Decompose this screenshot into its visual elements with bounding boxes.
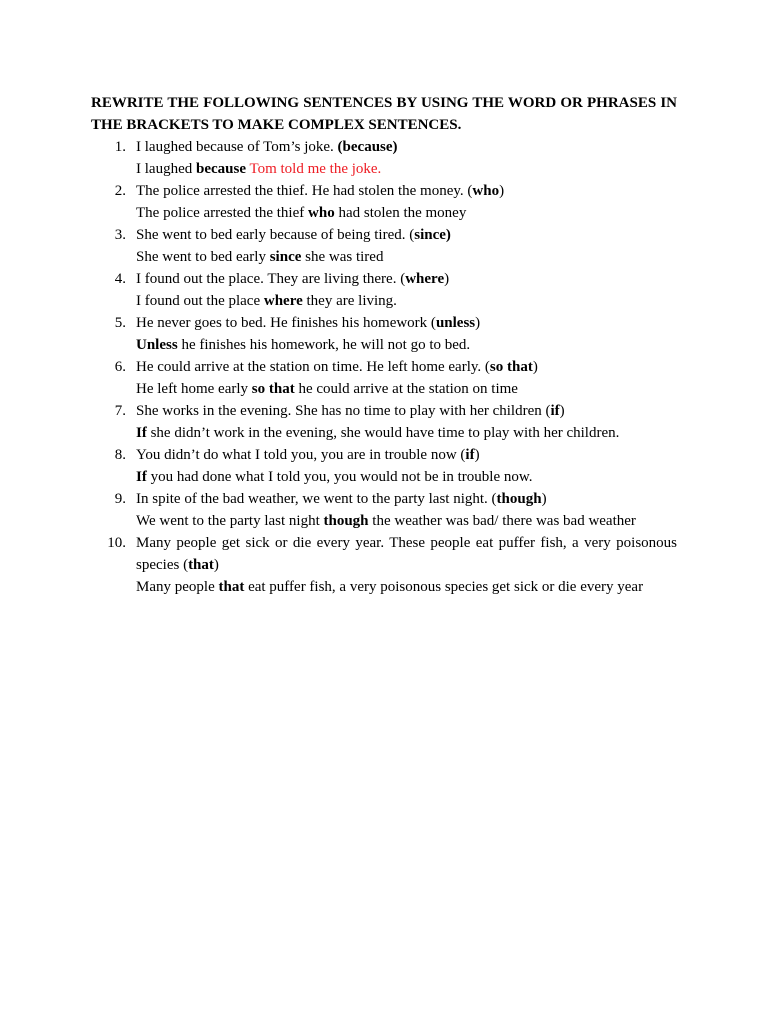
keyword: who [308,205,335,221]
question-sentence [136,268,677,290]
keyword: so that [251,381,295,397]
text-segment: I laughed [136,161,196,177]
keyword: unless [435,315,476,331]
keyword: if [465,447,475,463]
item-number: 10. [107,535,126,551]
text-segment: He never goes to bed. He finishes his homework ( [136,315,436,331]
list-item [91,400,677,444]
text-segment: ) [444,271,450,287]
list-item [91,356,677,400]
text-segment: The police arrested the thief [136,205,309,221]
text-segment: ) [532,359,538,375]
text-segment: she was tired [301,249,384,265]
text-segment: We went to the party last night [136,513,324,529]
keyword: where [405,271,445,287]
answer-sentence [136,466,677,488]
answer-sentence [136,202,677,224]
keyword: that [188,557,214,573]
document-content [91,92,677,598]
text-segment: she didn’t work in the evening, she would have time to play with her children. [146,425,620,441]
text-segment: ) [559,403,565,419]
keyword: that [218,579,245,595]
item-number: 3. [114,227,126,243]
list-item [91,180,677,224]
text-segment: I found out the place [136,293,264,309]
list-item [91,268,677,312]
list-item [91,532,677,598]
text-segment: the weather was bad/ there was bad weather [368,513,636,529]
text-segment: ) [213,557,219,573]
list-item [91,488,677,532]
text-segment: I laughed because of Tom’s joke. [136,139,338,155]
question-sentence [136,400,677,422]
question-sentence [136,180,677,202]
keyword: so that [489,359,533,375]
item-number: 1. [114,139,126,155]
text-segment: had stolen the money [334,205,467,221]
keyword: though [496,491,542,507]
item-number: 5. [114,315,126,331]
text-segment: Many people [136,579,219,595]
question-sentence [136,444,677,466]
answer-sentence [136,334,677,356]
answer-sentence [136,510,677,532]
question-sentence [136,312,677,334]
question-sentence [136,488,677,510]
text-segment: eat puffer fish, a very poisonous species get sick or die every year [244,579,644,595]
item-number: 8. [114,447,126,463]
text-segment: ) [499,183,505,199]
page-title: REWRITE THE FOLLOWING SENTENCES BY USING THE WORD OR PHRASES IN THE BRACKETS TO MAKE COMPLEX SENTENCES. [91,95,677,133]
answer-sentence [136,576,677,598]
item-number: 6. [114,359,126,375]
keyword: since) [414,227,451,243]
text-segment: Many people get sick or die every year. These people eat puffer fish, a very poisonous species ( [136,535,677,573]
answer-sentence [136,246,677,268]
text-segment: He could arrive at the station on time. He left home early. ( [136,359,490,375]
text-segment: he finishes his homework, he will not go to bed. [177,337,471,353]
item-number: 2. [114,183,126,199]
answer-sentence [136,422,677,444]
keyword: Unless [136,337,178,353]
text-segment: The police arrested the thief. He had stolen the money. ( [136,183,473,199]
question-sentence [136,224,677,246]
text-segment: In spite of the bad weather, we went to the party last night. ( [136,491,497,507]
keyword: though [323,513,369,529]
question-sentence [136,532,677,576]
text-segment: ) [475,315,481,331]
text-segment: he could arrive at the station on time [294,381,518,397]
list-item [91,224,677,268]
item-number: 7. [114,403,126,419]
answer-sentence [136,158,677,180]
exercise-list [91,136,677,598]
text-segment: I found out the place. They are living there. ( [136,271,406,287]
keyword: If [136,469,147,485]
keyword: if [550,403,560,419]
question-sentence [136,356,677,378]
list-item [91,444,677,488]
text-segment: She went to bed early [136,249,270,265]
keyword: since [269,249,302,265]
text-segment: She works in the evening. She has no time to play with her children ( [136,403,551,419]
item-number: 4. [114,271,126,287]
keyword: (because) [337,139,398,155]
keyword: where [263,293,303,309]
highlighted-answer: Tom told me the joke. [249,161,382,177]
text-segment: ) [541,491,547,507]
text-segment: ) [474,447,480,463]
text-segment: He left home early [136,381,252,397]
answer-sentence [136,290,677,312]
text-segment: they are living. [302,293,397,309]
keyword: because [195,161,246,177]
keyword: who [472,183,500,199]
list-item [91,312,677,356]
keyword: If [136,425,147,441]
text-segment: She went to bed early because of being tired. ( [136,227,415,243]
list-item [91,136,677,180]
answer-sentence [136,378,677,400]
text-segment: you had done what I told you, you would not be in trouble now. [146,469,533,485]
question-sentence [136,136,677,158]
text-segment: You didn’t do what I told you, you are in trouble now ( [136,447,466,463]
item-number: 9. [114,491,126,507]
